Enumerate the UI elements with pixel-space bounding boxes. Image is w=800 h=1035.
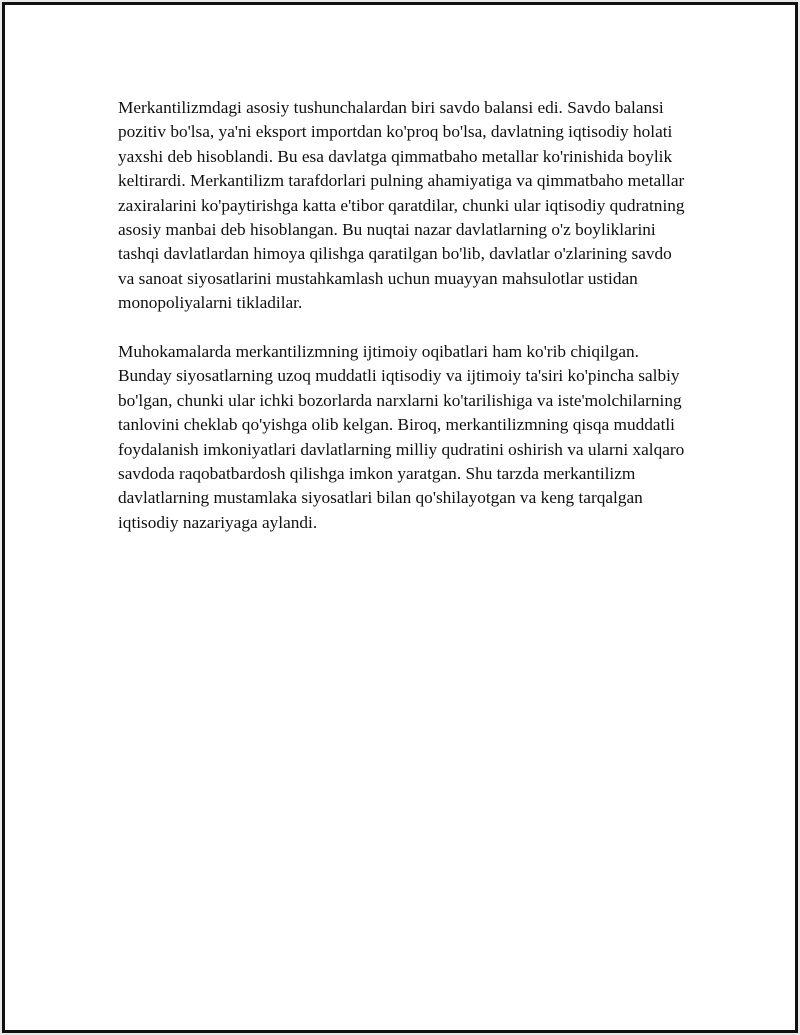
paragraph-1: Merkantilizmdagi asosiy tushunchalardan biri savdo balansi edi. Savdo balansi pozitiv bo'lsa, ya'ni eksport importdan ko'proq bo'lsa, davlatning iqtisodiy holati yaxshi deb hisoblandi. Bu esa davlatga qimmatbaho metallar ko'rinishida boylik keltirardi. Merkantilizm tarafdorlari pulning ahamiyatiga va qimmatbaho metallar zaxiralarini ko'paytirishga katta e'tibor qaratdilar, chunki ular iqtisodiy qudratning asosiy manbai deb hisoblangan. Bu nuqtai nazar davlatlarning o'z boyliklarini tashqi davlatlardan himoya qilishga qaratilgan bo'lib, davlatlar o'zlarining savdo va sanoat siyosatlarini mustahkamlash uchun muayyan mahsulotlar ustidan monopoliyalarni tikladilar. [118,98,685,313]
document-body [118,96,688,560]
paragraph-2: Muhokamalarda merkantilizmning ijtimoiy oqibatlari ham ko'rib chiqilgan. Bunday siyosatlarning uzoq muddatli iqtisodiy va ijtimoiy ta'siri ko'pincha salbiy bo'lgan, chunki ular ichki bozorlarda narxlarni ko'tarilishiga va iste'molchilarning tanlovini cheklab qo'yishga olib kelgan. Biroq, merkantilizmning qisqa muddatli foydalanish imkoniyatlari davlatlarning milliy qudratini oshirish va ularni xalqaro savdoda raqobatbardosh qilishga imkon yaratgan. Shu tarzda merkantilizm davlatlarning mustamlaka siyosatlari bilan qo'shilayotgan va keng tarqalgan iqtisodiy nazariyaga aylandi. [118,342,685,532]
document-page [2,2,798,1033]
